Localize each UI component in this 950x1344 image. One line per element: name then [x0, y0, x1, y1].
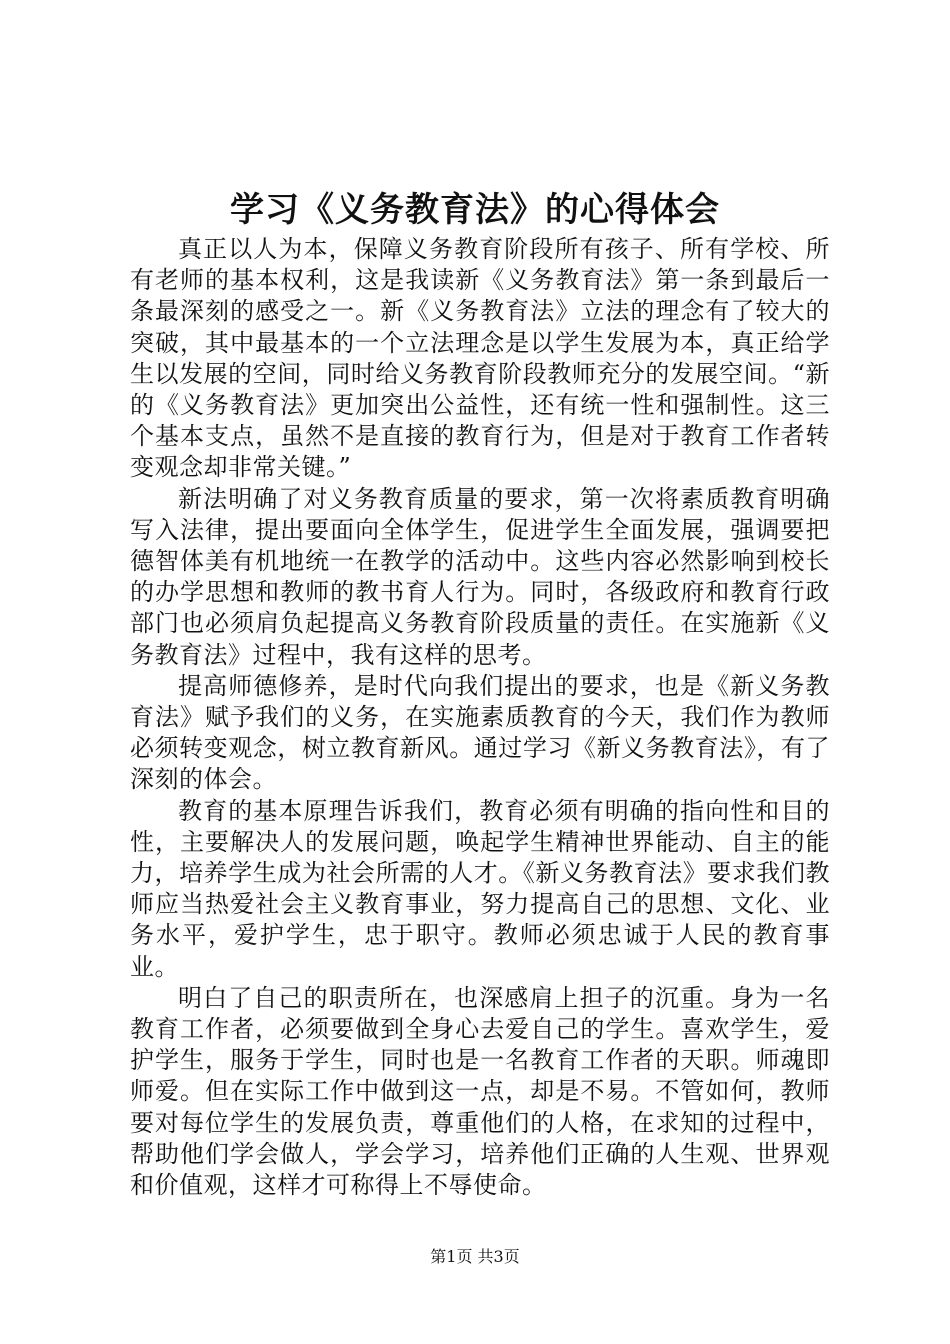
page-footer: 第1页 共3页: [430, 1247, 520, 1266]
document-title: 学习《义务教育法》的心得体会: [230, 190, 720, 230]
paragraph: 教育的基本原理告诉我们，教育必须有明确的指向性和目的性，主要解决人的发展问题，唤起学生精神世界能动、自主的能力，培养学生成为社会所需的人才。《新义务教育法》要求我们教师应当热爱社会主义教育事业，努力提高自己的思想、文化、业务水平，爱护学生，忠于职守。教师必须忠诚于人民的教育事业。: [130, 796, 830, 981]
paragraph: 提高师德修养，是时代向我们提出的要求，也是《新义务教育法》赋予我们的义务，在实施素质教育的今天，我们作为教师必须转变观念，树立教育新风。通过学习《新义务教育法》，有了深刻的体会。: [130, 671, 830, 794]
paragraph: 真正以人为本，保障义务教育阶段所有孩子、所有学校、所有老师的基本权利，这是我读新《义务教育法》第一条到最后一条最深刻的感受之一。新《义务教育法》立法的理念有了较大的突破，其中最基本的一个立法理念是以学生发展为本，真正给学生以发展的空间，同时给义务教育阶段教师充分的发展空间。“新的《义务教育法》更加突出公益性，还有统一性和强制性。这三个基本支点，虽然不是直接的教育行为，但是对于教育工作者转变观念却非常关键。”: [130, 235, 830, 482]
paragraph: 明白了自己的职责所在，也深感肩上担子的沉重。身为一名教育工作者，必须要做到全身心去爱自己的学生。喜欢学生，爱护学生，服务于学生，同时也是一名教育工作者的天职。师魂即师爱。但在实际工作中做到这一点，却是不易。不管如何，教师要对每位学生的发展负责，尊重他们的人格，在求知的过程中，帮助他们学会做人，学会学习，培养他们正确的人生观、世界观和价值观，这样才可称得上不辱使命。: [130, 983, 830, 1200]
paragraph: 新法明确了对义务教育质量的要求，第一次将素质教育明确写入法律，提出要面向全体学生，促进学生全面发展，强调要把德智体美有机地统一在教学的活动中。这些内容必然影响到校长的办学思想和教师的教书育人行为。同时，各级政府和教育行政部门也必须肩负起提高义务教育阶段质量的责任。在实施新《义务教育法》过程中，我有这样的思考。: [130, 484, 830, 669]
document-body: [130, 234, 830, 1201]
